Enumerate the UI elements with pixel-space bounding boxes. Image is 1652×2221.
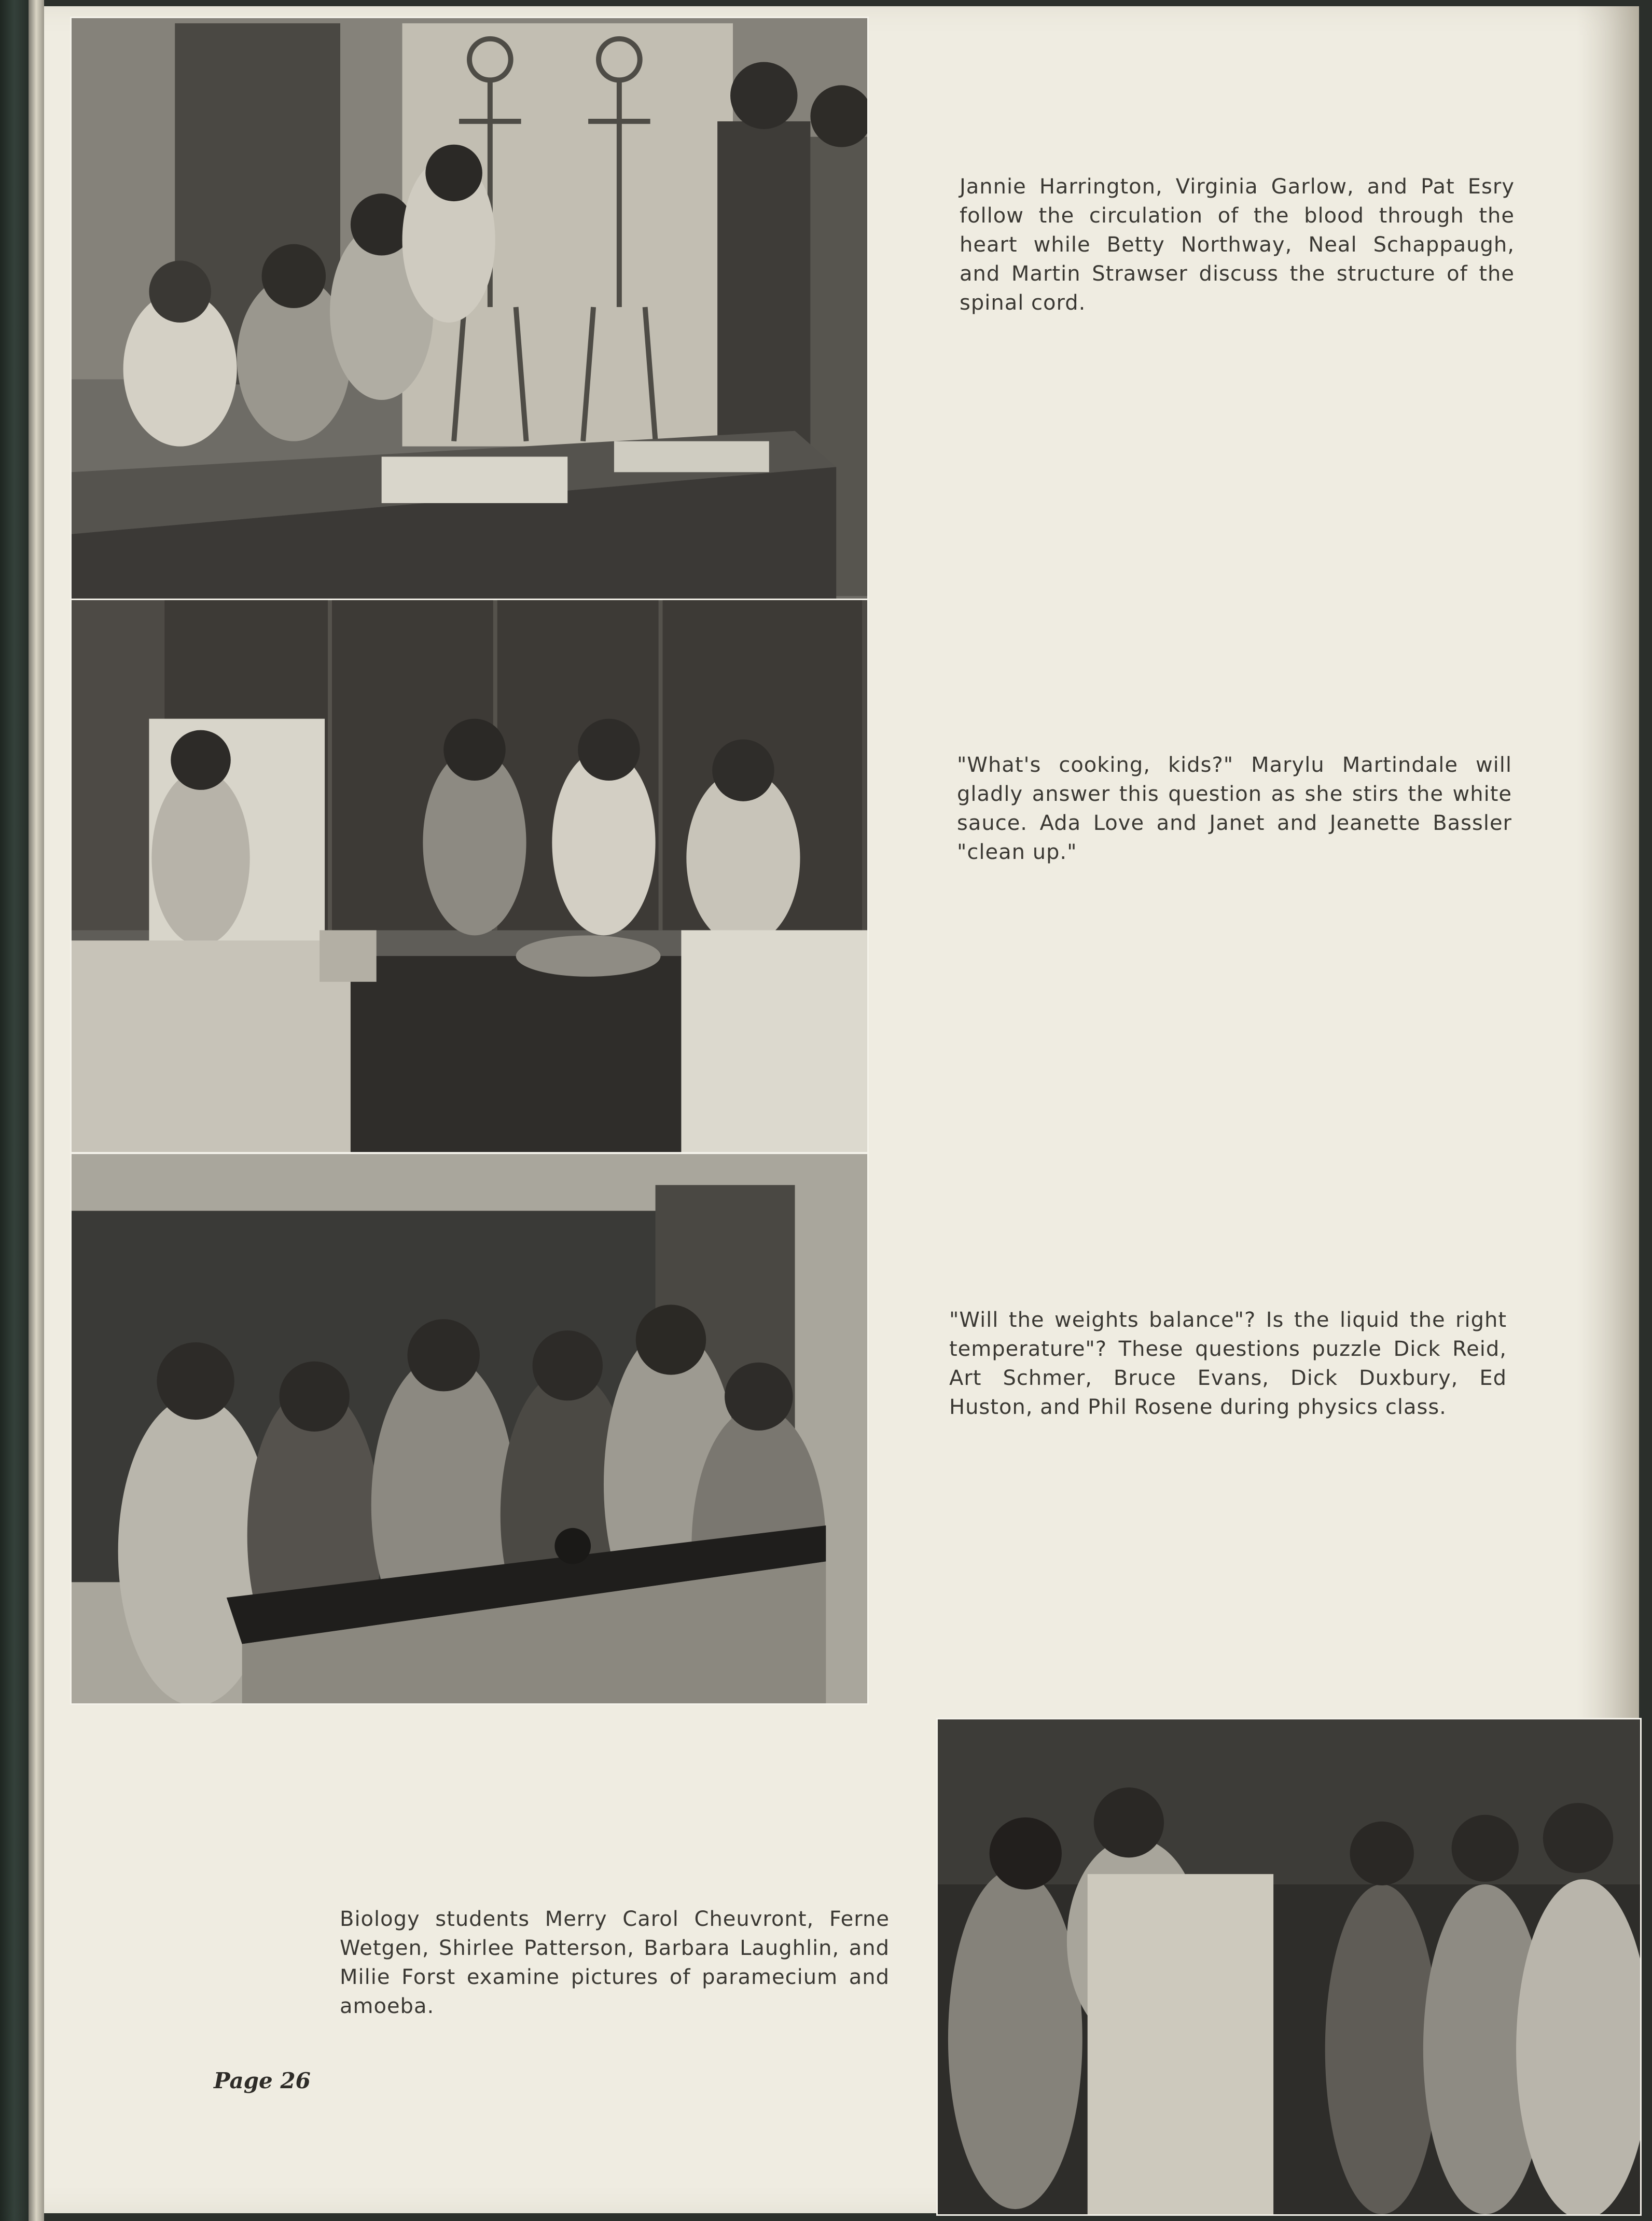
- photo-physics-class: [70, 1153, 869, 1705]
- book-spine-edge: [29, 0, 44, 2221]
- page-number: Page 26: [214, 2068, 311, 2093]
- photo-cooking-class: [70, 599, 869, 1154]
- caption-anatomy: Jannie Harrington, Virginia Garlow, and Pat Esry follow the circulation of the blood through the heart while Betty Northway, Neal Schappaugh, and Martin Strawser discuss the structure of the spinal cord.: [960, 175, 1515, 315]
- photo-anatomy-class: [70, 17, 869, 600]
- caption-cooking: "What's cooking, kids?" Marylu Martindale will gladly answer this question as she stirs the white sauce. Ada Love and Janet and Jeanette Bassler "clean up.": [957, 753, 1512, 864]
- caption-physics: "Will the weights balance"? Is the liquid the right temperature"? These questions puzzle Dick Reid, Art Schmer, Bruce Evans, Dick Duxbury, Ed Huston, and Phil Rosene during physics class.: [949, 1308, 1507, 1419]
- caption-biology: Biology students Merry Carol Cheuvront, Ferne Wetgen, Shirlee Patterson, Barbara Laughlin, and Milie Forst examine pictures of paramecium and amoeba.: [340, 1907, 890, 2018]
- yearbook-page: [44, 6, 1639, 2213]
- photo-biology-class: [936, 1718, 1642, 2216]
